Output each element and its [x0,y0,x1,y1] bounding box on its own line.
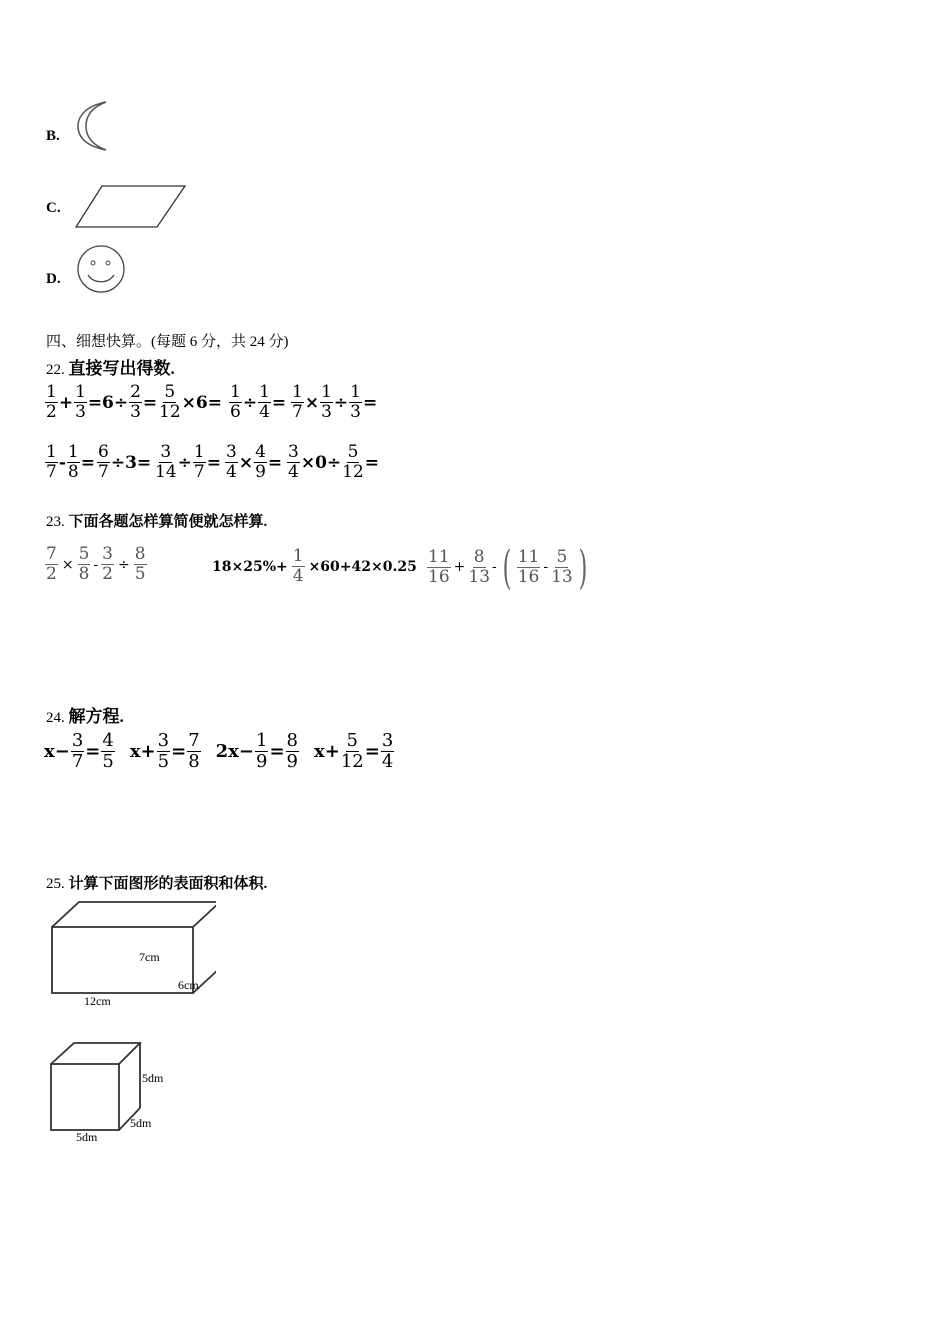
q24-number: 24. [46,710,65,726]
q24-heading [46,702,124,727]
q23-number: 23. [46,514,65,530]
fraction: $\frac{1}{7}$ [46,442,57,482]
fraction: $\frac{1}{9}$ [256,730,268,772]
q22-row2-item1: $\frac{1}{7}$ - $\frac{1}{8}$ = [46,442,95,482]
fraction: $\frac{1}{6}$ [230,382,241,422]
smiley-face-shape [76,244,126,294]
fraction: $\frac{5}{12}$ [342,442,364,482]
fraction: $\frac{5}{13}$ [551,546,573,587]
left-parenthesis: ( [502,540,512,594]
fraction: $\frac{3}{7}$ [71,730,84,772]
q22-row2-item3: $\frac{3}{14}$ ÷ $\frac{1}{7}$ = [155,442,221,482]
q23-expression-1: $\frac{7}{2}$ × $\frac{5}{8}$ - $\frac{3}{2}$ ÷ $\frac{8}{5}$ [46,544,146,584]
cuboid-length-label: 12cm [84,994,111,1008]
fraction: $\frac{3}{4}$ [288,442,299,482]
cube-length-label: 5dm [76,1130,98,1144]
right-parenthesis: ) [578,540,588,594]
fraction: $\frac{11}{16}$ [517,546,540,587]
section-4-heading: 四、细想快算。(每题 6 分，共 24 分) [46,334,289,350]
fraction: $\frac{3}{4}$ [381,730,394,772]
fraction: $\frac{3}{14}$ [155,442,177,482]
equation-3: 2x− $\frac{1}{9}$ = $\frac{8}{9}$ [215,730,298,772]
q24-equations [44,732,395,771]
fraction: $\frac{1}{2}$ [46,382,57,422]
q22-row2-item2: $\frac{6}{7}$ ÷3= [98,442,152,482]
cuboid-figure [46,898,216,1010]
q22-row1-item5: $\frac{1}{7}$ × $\frac{1}{3}$ ÷ $\frac{1}{3}$ = [292,382,378,422]
q25-heading [46,872,267,893]
q23-expression-2: 18×25%+ $\frac{1}{4}$ ×60+42×0.25 [212,546,417,586]
q22-row1-item4: $\frac{1}{6}$ ÷ $\frac{1}{4}$ = [230,382,287,422]
parallelogram-shape [74,184,188,230]
fraction: $\frac{3}{4}$ [226,442,237,482]
q22-row2-item5: $\frac{3}{4}$ ×0÷ $\frac{5}{12}$ = [288,442,380,482]
fraction: $\frac{3}{5}$ [157,730,170,772]
cube-height-label: 5dm [142,1071,164,1085]
fraction: $\frac{1}{3}$ [75,382,86,422]
q22-row1-item1: $\frac{1}{2}$ + $\frac{1}{3}$ = [46,382,103,422]
fraction: $\frac{1}{8}$ [67,442,79,482]
q22-number: 22. [46,362,65,378]
equation-1: x− $\frac{3}{7}$ = $\frac{4}{5}$ [44,730,114,772]
option-d-label: D. [46,271,61,287]
cube-figure [46,1040,176,1146]
q22-title: 直接写出得数. [68,359,175,378]
q23-heading [46,510,267,531]
cube-width-label: 5dm [130,1116,152,1130]
fraction: $\frac{2}{3}$ [130,382,141,422]
fraction: $\frac{4}{9}$ [255,442,266,482]
fraction: $\frac{1}{4}$ [259,382,270,422]
fraction: $\frac{1}{3}$ [350,382,361,422]
fraction: $\frac{7}{8}$ [188,730,200,772]
fraction: $\frac{8}{13}$ [468,546,491,587]
q25-title: 计算下面图形的表面积和体积. [68,876,268,892]
q22-row1-item3: $\frac{5}{12}$ ×6= [159,382,222,422]
fraction: $\frac{5}{8}$ [78,544,90,584]
q24-title: 解方程. [68,707,124,726]
equation-2: x+ $\frac{3}{5}$ = $\frac{7}{8}$ [129,730,200,772]
fraction: $\frac{3}{2}$ [102,544,113,584]
cuboid-height-label: 7cm [139,950,160,964]
fraction: $\frac{8}{9}$ [286,730,298,772]
q22-row2-item4: $\frac{3}{4}$ × $\frac{4}{9}$ = [226,442,283,482]
q23-title: 下面各题怎样算简便就怎样算. [68,514,268,530]
fraction: $\frac{1}{3}$ [321,382,332,422]
fraction: $\frac{11}{16}$ [428,546,450,587]
fraction: $\frac{1}{7}$ [193,442,205,482]
q23-expression-3: $\frac{11}{16}$ + $\frac{8}{13}$ - ( $\frac{11}{16}$ - $\frac{5}{13}$ ) [428,540,588,594]
q22-row1-item2: 6÷ $\frac{2}{3}$ = [102,382,158,422]
fraction: $\frac{1}{7}$ [292,382,303,422]
q22-heading [46,354,175,379]
equation-4: x+ $\frac{5}{12}$ = $\frac{3}{4}$ [314,730,394,772]
fraction: $\frac{7}{2}$ [46,544,57,584]
fraction: $\frac{1}{4}$ [292,546,304,586]
fraction: $\frac{4}{5}$ [102,730,114,772]
fraction: $\frac{6}{7}$ [98,442,109,482]
fraction: $\frac{8}{5}$ [134,544,146,584]
cuboid-width-label: 6cm [178,978,199,992]
fraction: $\frac{5}{12}$ [340,730,364,772]
option-c-label: C. [46,200,61,216]
fraction: $\frac{5}{12}$ [159,382,181,422]
option-b-label: B. [46,128,60,144]
q25-number: 25. [46,876,65,892]
crescent-moon-shape [72,100,112,152]
